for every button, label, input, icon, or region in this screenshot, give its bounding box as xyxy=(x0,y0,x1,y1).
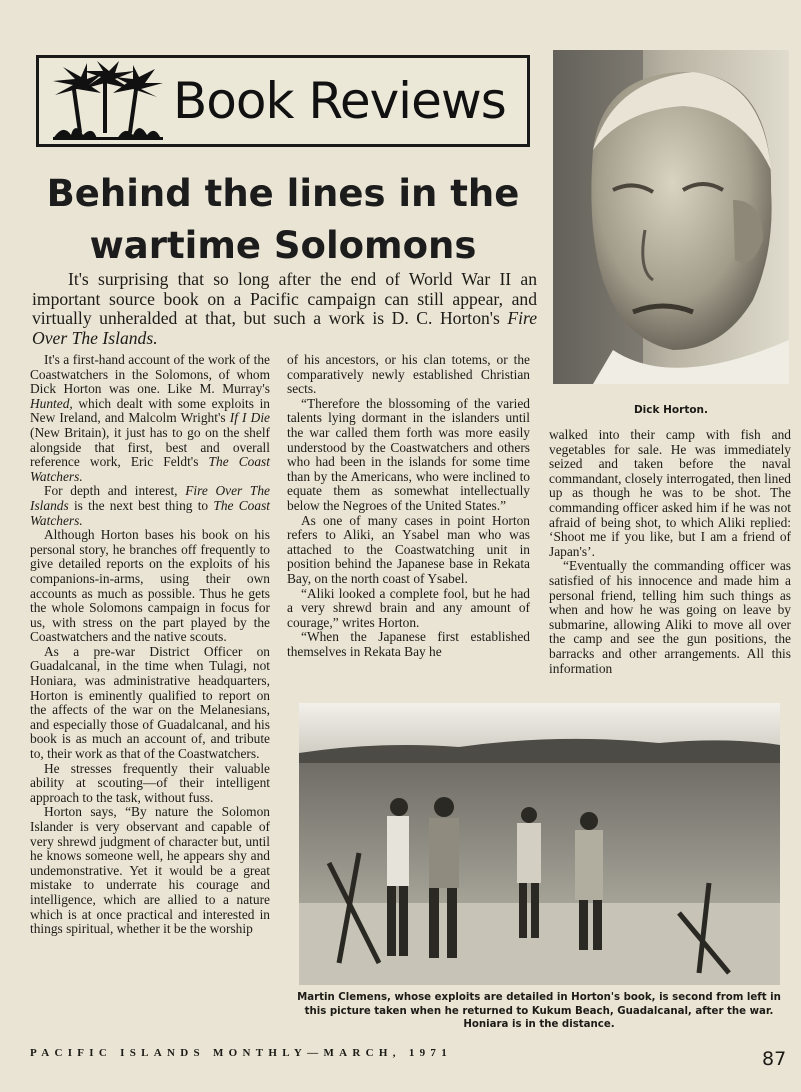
article-column-3 xyxy=(549,428,791,676)
text-run: which dealt with some exploits in New Ireland, and Malcolm Wright's xyxy=(30,395,270,426)
paragraph: “Therefore the blossoming of the varied talents lying dormant in the islanders until the war called them forth was more easily understood by the Coastwatchers and others who had been in the islands for some time than by the Americans, who were inclined to equate them as somewhat intellectually below the Negroes of the United States.” xyxy=(287,395,530,513)
section-header xyxy=(36,55,530,147)
portrait-photo xyxy=(553,50,789,384)
book-title: Hunted, xyxy=(30,395,73,411)
article-column-2 xyxy=(287,353,530,659)
book-title: The Coast Watchers. xyxy=(30,497,271,528)
palm-trees-icon xyxy=(53,61,163,141)
paragraph xyxy=(30,484,270,528)
article-headline: Behind the lines in the wartime Solomons xyxy=(46,172,520,267)
paragraph: walked into their camp with fish and vegetables for sale. He was immediately seized and taken before the naval commandant, closely interrogated, then lined up as though he was to be shot. The commanding officer asked him if he was not afraid of being shot, to which Aliki replied: ‘Shoot me if you like, but I am a friend of Japan's’. xyxy=(549,427,791,559)
paragraph: He stresses frequently their valuable ability at scouting—of their intelligent approach to the task, without fuss. xyxy=(30,760,270,805)
paragraph: “Eventually the commanding officer was satisfied of his innocence and made him a personal friend, telling him such things as when and how he was going on leave by submarine, allowing Aliki to move all over the camp and see the gun positions, the barracks and other arrangements. All this information xyxy=(549,558,791,676)
paragraph: As one of many cases in point Horton refers to Aliki, an Ysabel man who was attached to the Coastwatching unit in position behind the Japanese base in Rekata Bay, on the north coast of Ysabel. xyxy=(287,512,530,586)
page-number: 87 xyxy=(762,1048,787,1070)
paragraph: Although Horton bases his book on his personal story, he branches off frequently to give detailed reports on the exploits of his companions-in-arms, using their own accounts as much as possible. Thus he gets the whole Solomons campaign in focus for us, with stress on the part played by the Coastwatchers and the native scouts. xyxy=(30,527,270,645)
intro-text: It's surprising that so long after the end of World War II an important source book on a Pacific campaign can still appear, and virtually unheralded at that, but such a work is D. C. Horton's xyxy=(32,269,537,328)
portrait-caption: Dick Horton. xyxy=(633,404,709,416)
portrait-image xyxy=(553,50,789,384)
paragraph: “When the Japanese first established themselves in Rekata Bay he xyxy=(287,629,530,659)
paragraph: Horton says, “By nature the Solomon Islander is very observant and capable of very shrewd judgment of character but, until he knows someone well, he appears shy and undemonstrative. Yet it would be a great mistake to underrate his courage and intelligence, which are allied to a nature which is at once practical and interested in things spiritual, whether it be the worship xyxy=(30,804,270,937)
book-title: The Coast Watchers. xyxy=(30,454,270,484)
beach-photo xyxy=(299,703,780,985)
intro-book-title: Fire Over The Islands. xyxy=(32,308,537,348)
book-title: Fire Over The Islands xyxy=(30,483,270,513)
publication-footer: PACIFIC ISLANDS MONTHLY—MARCH, 1971 xyxy=(30,1047,453,1059)
article-intro xyxy=(32,270,537,348)
paragraph xyxy=(30,353,270,484)
text-run: For depth and interest, xyxy=(44,483,186,499)
paragraph: of his ancestors, or his clan totems, or the comparatively newly established Christian sects. xyxy=(287,352,530,397)
beach-image xyxy=(299,703,780,985)
photo-caption: Martin Clemens, whose exploits are detailed in Horton's book, is second from left in this picture taken when he returned to Kukum Beach, Guadalcanal, after the war. Honiara is in the distance. xyxy=(297,992,781,1030)
text-run: It's a first-hand account of the work of the Coastwatchers in the Solomons, of whom Dick Horton was one. Like M. Murray's xyxy=(30,352,270,397)
paragraph: As a pre-war District Officer on Guadalcanal, in the time when Tulagi, not Honiara, was administrative headquarters, Horton is eminently qualified to report on the affects of the war on the Melanesians, and especially those of Guadalcanal, and his book is as much an account of, and tribute to, their work as that of the Coastwatchers. xyxy=(30,643,270,762)
book-title: If I Die xyxy=(229,410,270,426)
article-column-1 xyxy=(30,353,270,937)
section-title: Book Reviews xyxy=(173,72,506,130)
paragraph: “Aliki looked a complete fool, but he had a very shrewd brain and any amount of courage,” writes Horton. xyxy=(287,585,530,630)
text-run: is the next best thing to xyxy=(68,497,214,513)
text-run: (New Britain), it just has to go on the shelf alongside that first, best and overall reference work, Eric Feldt's xyxy=(30,424,270,470)
